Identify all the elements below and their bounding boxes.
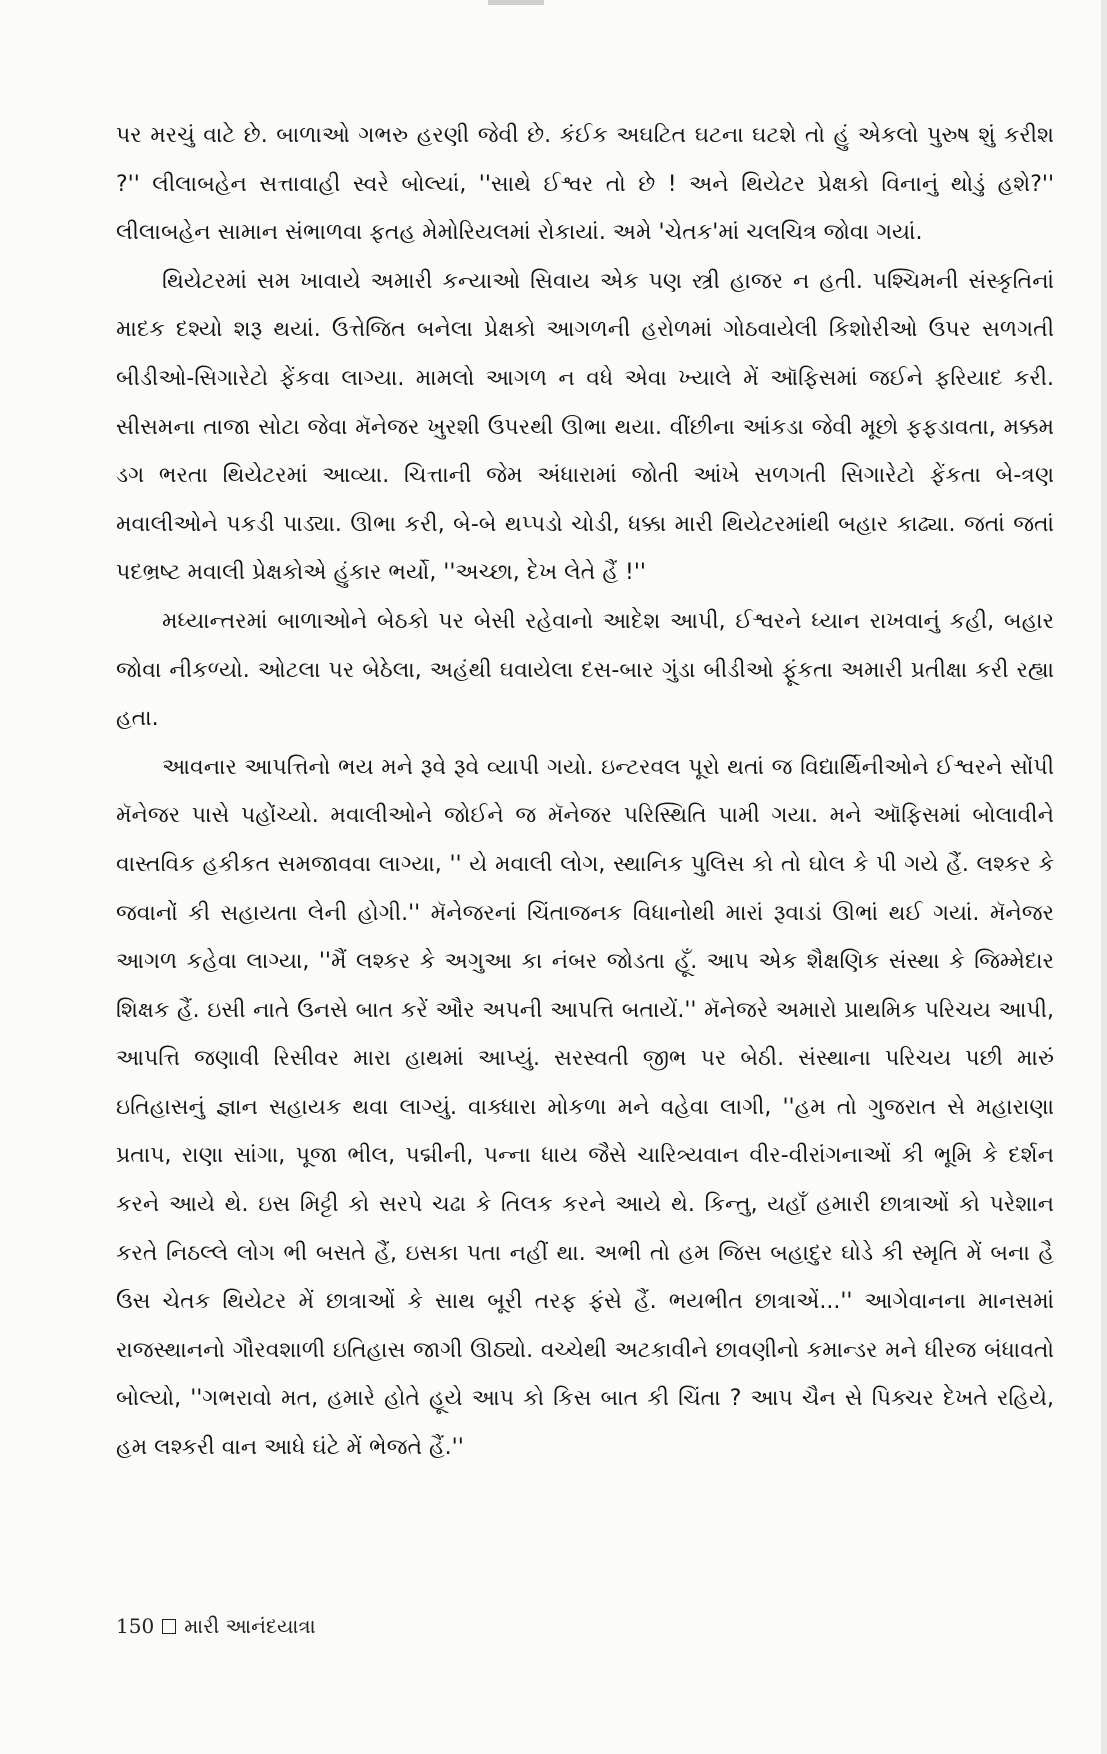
page-edge-shadow [1101,0,1107,1754]
book-title: મારી આનંદયાત્રા [184,1614,316,1638]
page-number: 150 [116,1614,155,1638]
paragraph-4: આવનાર આપત્તિનો ભય મને રૂવે રૂવે વ્યાપી ગયો. ઇન્ટરવલ પૂરો થતાં જ વિદ્યાર્થિનીઓને ઈશ્વરને સોંપી મૅનેજર પાસે પહોંચ્યો. મવાલીઓને જોઈને જ મૅનેજર પરિસ્થિતિ પામી ગયા. મને ઑફિસમાં બોલાવીને વાસ્તવિક હકીકત સમજાવવા લાગ્યા, '' યે મવાલી લોગ, સ્થાનિક પુલિસ કો તો ઘોલ કે પી ગયે હૈં. લશ્કર કે જવાનોં કી સહાયતા લેની હોગી.'' મૅનેજરનાં ચિંતાજનક વિધાનોથી મારાં રૂવાડાં ઊભાં થઈ ગયાં. મૅનેજર આગળ કહેવા લાગ્યા, ''મૈં લશ્કર કે અગુઆ કા નંબર જોડતા હૂઁ. આપ એક શૈક્ષણિક સંસ્થા કે જિમ્મેદાર શિક્ષક હૈં. ઇસી નાતે ઉનસે બાત કરેં ઔર અપની આપત્તિ બતાયેં.'' મૅનેજરે અમારો પ્રાથમિક પરિચય આપી, આપત્તિ જણાવી રિસીવર મારા હાથમાં આપ્યું. સરસ્વતી જીભ પર બેઠી. સંસ્થાના પરિચય પછી મારું ઇતિહાસનું જ્ઞાન સહાયક થવા લાગ્યું. વાક્ધારા મોકળા મને વહેવા લાગી, ''હમ તો ગુજરાત સે મહારાણા પ્રતાપ, રાણા સાંગા, પૂજા ભીલ, પદ્મીની, પન્ના ધાય જૈસે ચારિત્ર્યવાન વીર-વીરાંગનાઓં કી ભૂમિ કે દર્શન કરને આયે થે. ઇસ મિટ્ટી કો સરપે ચઢા કે તિલક કરને આયે થે. કિન્તુ, યહાઁ હમારી છાત્રાઓં કો પરેશાન કરતે નિઠલ્લે લોગ ભી બસતે હૈં, ઇસકા પતા નહીં થા. અભી તો હમ જિસ બહાદુર ઘોડે કી સ્મૃતિ મેં બના હૈ ઉસ ચેતક થિયેટર મેં છાત્રાઓં કે સાથ બૂરી તરફ ફંસે હૈં. ભયભીત છાત્રાએં...'' આગેવાનના માનસમાં રાજસ્થાનનો ગૌરવશાળી ઇતિહાસ જાગી ઊઠ્યો. વચ્ચેથી અટકાવીને છાવણીનો કમાન્ડર મને ધીરજ બંધાવતો બોલ્યો, ''ગભરાવો મત, હમારે હોતે હૂયે આપ કો કિસ બાત કી ચિંતા ? આપ ચૈન સે પિક્ચર દેખતે રહિયે, હમ લશ્કરી વાન આધે ઘંટે મેં ભેજતે હૈં.'' [116,754,1054,1461]
square-separator-icon [162,1619,176,1634]
scan-top-mark [488,0,544,5]
paragraph-2: થિયેટરમાં સમ ખાવાયે અમારી કન્યાઓ સિવાય એક પણ સ્ત્રી હાજર ન હતી. પશ્ચિમની સંસ્કૃતિનાં માદક દશ્યો શરૂ થયાં. ઉત્તેજિત બનેલા પ્રેક્ષકો આગળની હરોળમાં ગોઠવાયેલી કિશોરીઓ ઉપર સળગતી બીડીઓ-સિગારેટો ફેંકવા લાગ્યા. મામલો આગળ ન વધે એવા ખ્યાલે મેં ઑફિસમાં જઈને ફરિયાદ કરી. સીસમના તાજા સોટા જેવા મૅનેજર ખુરશી ઉપરથી ઊભા થયા. વીંછીના આંકડા જેવી મૂછો ફફડાવતા, મક્કમ ડગ ભરતા થિયેટરમાં આવ્યા. ચિત્તાની જેમ અંધારામાં જોતી આંખે સળગતી સિગારેટો ફેંકતા બે-ત્રણ મવાલીઓને પકડી પાડ્યા. ઊભા કરી, બે-બે થપ્પડો ચોડી, ધક્કા મારી થિયેટરમાંથી બહાર કાઢ્યા. જતાં જતાં પદભ્રષ્ટ મવાલી પ્રેક્ષકોએ હુંકાર ભર્યો, ''અચ્છા, દેખ લેતે હૈં !'' [116,268,1054,586]
paragraph-3: મધ્યાન્તરમાં બાળાઓને બેઠકો પર બેસી રહેવાનો આદેશ આપી, ઈશ્વરને ધ્યાન રાખવાનું કહી, બહાર જોવા નીકળ્યો. ઓટલા પર બેઠેલા, અહંથી ઘવાયેલા દસ-બાર ગુંડા બીડીઓ ફૂંકતા અમારી પ્રતીક્ષા કરી રહ્યા હતા. [116,608,1054,732]
page-footer [116,1614,316,1638]
page-body [116,112,1054,1473]
paragraph-1: પર મરચું વાટે છે. બાળાઓ ગભરુ હરણી જેવી છે. કંઈક અઘટિત ઘટના ઘટશે તો હું એકલો પુરુષ શું કરીશ ?'' લીલાબહેન સત્તાવાહી સ્વરે બોલ્યાં, ''સાથે ઈશ્વર તો છે ! અને થિયેટર પ્રેક્ષકો વિનાનું થોડું હશે?'' લીલાબહેન સામાન સંભાળવા ફતહ મેમોરિયલમાં રોકાયાં. અમે 'ચેતક'માં ચલચિત્ર જોવા ગયાં. [116,123,1054,246]
